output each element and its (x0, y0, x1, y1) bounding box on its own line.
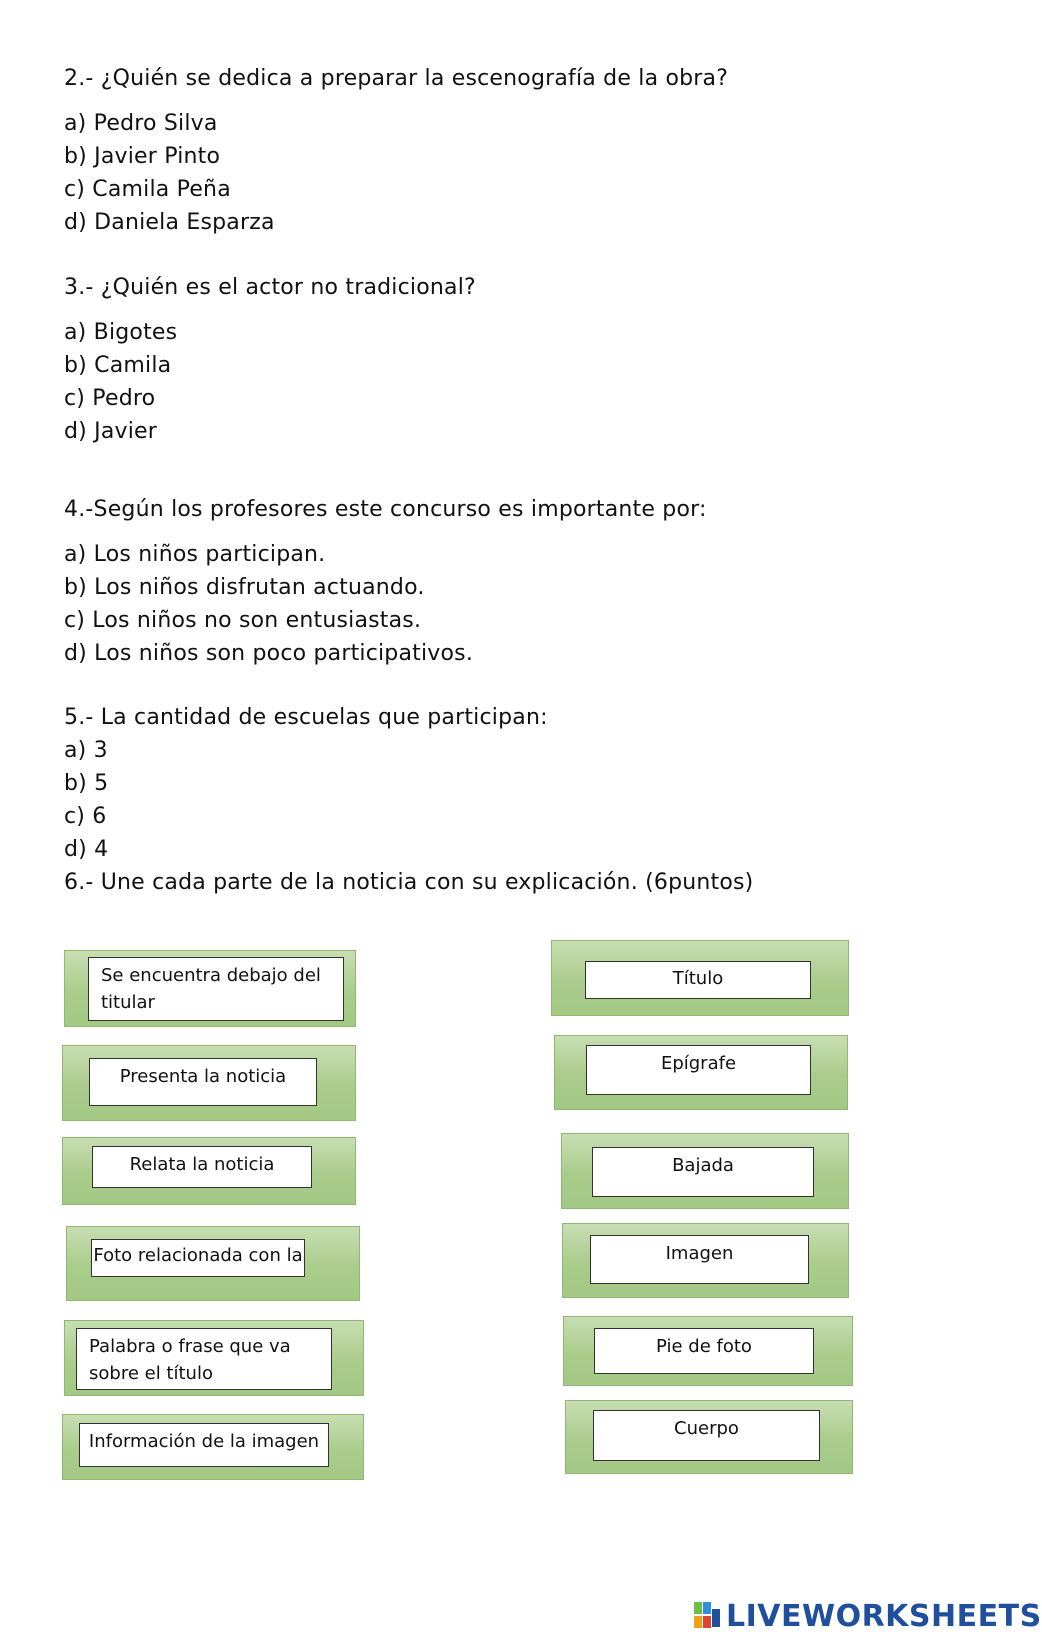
match-right-card-cuerpo[interactable] (565, 1400, 853, 1474)
match-left-text-4: Foto relacionada con la (91, 1239, 305, 1277)
question-4-option-a[interactable]: a) Los niños participan. (64, 542, 326, 567)
match-left-card-3[interactable] (62, 1137, 356, 1205)
liveworksheets-logo-text: LIVEWORKSHEETS (726, 1598, 1042, 1634)
match-left-card-6[interactable] (62, 1414, 364, 1480)
question-5-option-b[interactable]: b) 5 (64, 771, 109, 796)
match-left-text-2: Presenta la noticia (89, 1058, 317, 1106)
question-5-prompt: 5.- La cantidad de escuelas que participan: (64, 705, 548, 730)
match-right-text-pie-de-foto: Pie de foto (594, 1328, 814, 1374)
match-right-card-titulo[interactable] (551, 940, 849, 1016)
question-5-option-a[interactable]: a) 3 (64, 738, 108, 763)
question-2-prompt: 2.- ¿Quién se dedica a preparar la escenografía de la obra? (64, 66, 729, 91)
question-2-option-d[interactable]: d) Daniela Esparza (64, 210, 275, 235)
question-2-option-c[interactable]: c) Camila Peña (64, 177, 231, 202)
match-right-card-imagen[interactable] (562, 1223, 849, 1298)
question-3-option-a[interactable]: a) Bigotes (64, 320, 178, 345)
question-4-option-b[interactable]: b) Los niños disfrutan actuando. (64, 575, 425, 600)
liveworksheets-logo (694, 1596, 1042, 1636)
question-3-option-c[interactable]: c) Pedro (64, 386, 156, 411)
question-4-prompt: 4.-Según los profesores este concurso es importante por: (64, 497, 707, 522)
match-left-text-1: Se encuentra debajo del titular (88, 957, 344, 1021)
question-3-option-b[interactable]: b) Camila (64, 353, 172, 378)
match-right-card-bajada[interactable] (561, 1133, 849, 1209)
match-left-card-4[interactable] (66, 1226, 360, 1301)
match-left-card-2[interactable] (62, 1045, 356, 1121)
question-4-option-c[interactable]: c) Los niños no son entusiastas. (64, 608, 422, 633)
question-3-option-d[interactable]: d) Javier (64, 419, 158, 444)
liveworksheets-logo-icon (694, 1602, 722, 1630)
match-left-card-1[interactable] (64, 950, 356, 1027)
match-right-text-cuerpo: Cuerpo (593, 1410, 820, 1461)
match-left-text-5: Palabra o frase que va sobre el título (76, 1328, 332, 1390)
match-right-text-titulo: Título (585, 961, 811, 999)
question-3-prompt: 3.- ¿Quién es el actor no tradicional? (64, 275, 476, 300)
match-left-text-6: Información de la imagen (79, 1423, 329, 1467)
question-2-option-a[interactable]: a) Pedro Silva (64, 111, 218, 136)
question-5-option-c[interactable]: c) 6 (64, 804, 107, 829)
match-right-text-epigrafe: Epígrafe (586, 1045, 811, 1095)
matching-instruction: 6.- Une cada parte de la noticia con su explicación. (6puntos) (64, 870, 754, 895)
match-right-text-imagen: Imagen (590, 1235, 809, 1284)
match-left-card-5[interactable] (64, 1320, 364, 1396)
match-left-text-3: Relata la noticia (92, 1146, 312, 1188)
question-2-option-b[interactable]: b) Javier Pinto (64, 144, 221, 169)
match-right-text-bajada: Bajada (592, 1147, 814, 1197)
match-right-card-epigrafe[interactable] (554, 1035, 848, 1110)
question-4-option-d[interactable]: d) Los niños son poco participativos. (64, 641, 474, 666)
question-5-option-d[interactable]: d) 4 (64, 837, 109, 862)
match-right-card-pie-de-foto[interactable] (563, 1316, 853, 1386)
